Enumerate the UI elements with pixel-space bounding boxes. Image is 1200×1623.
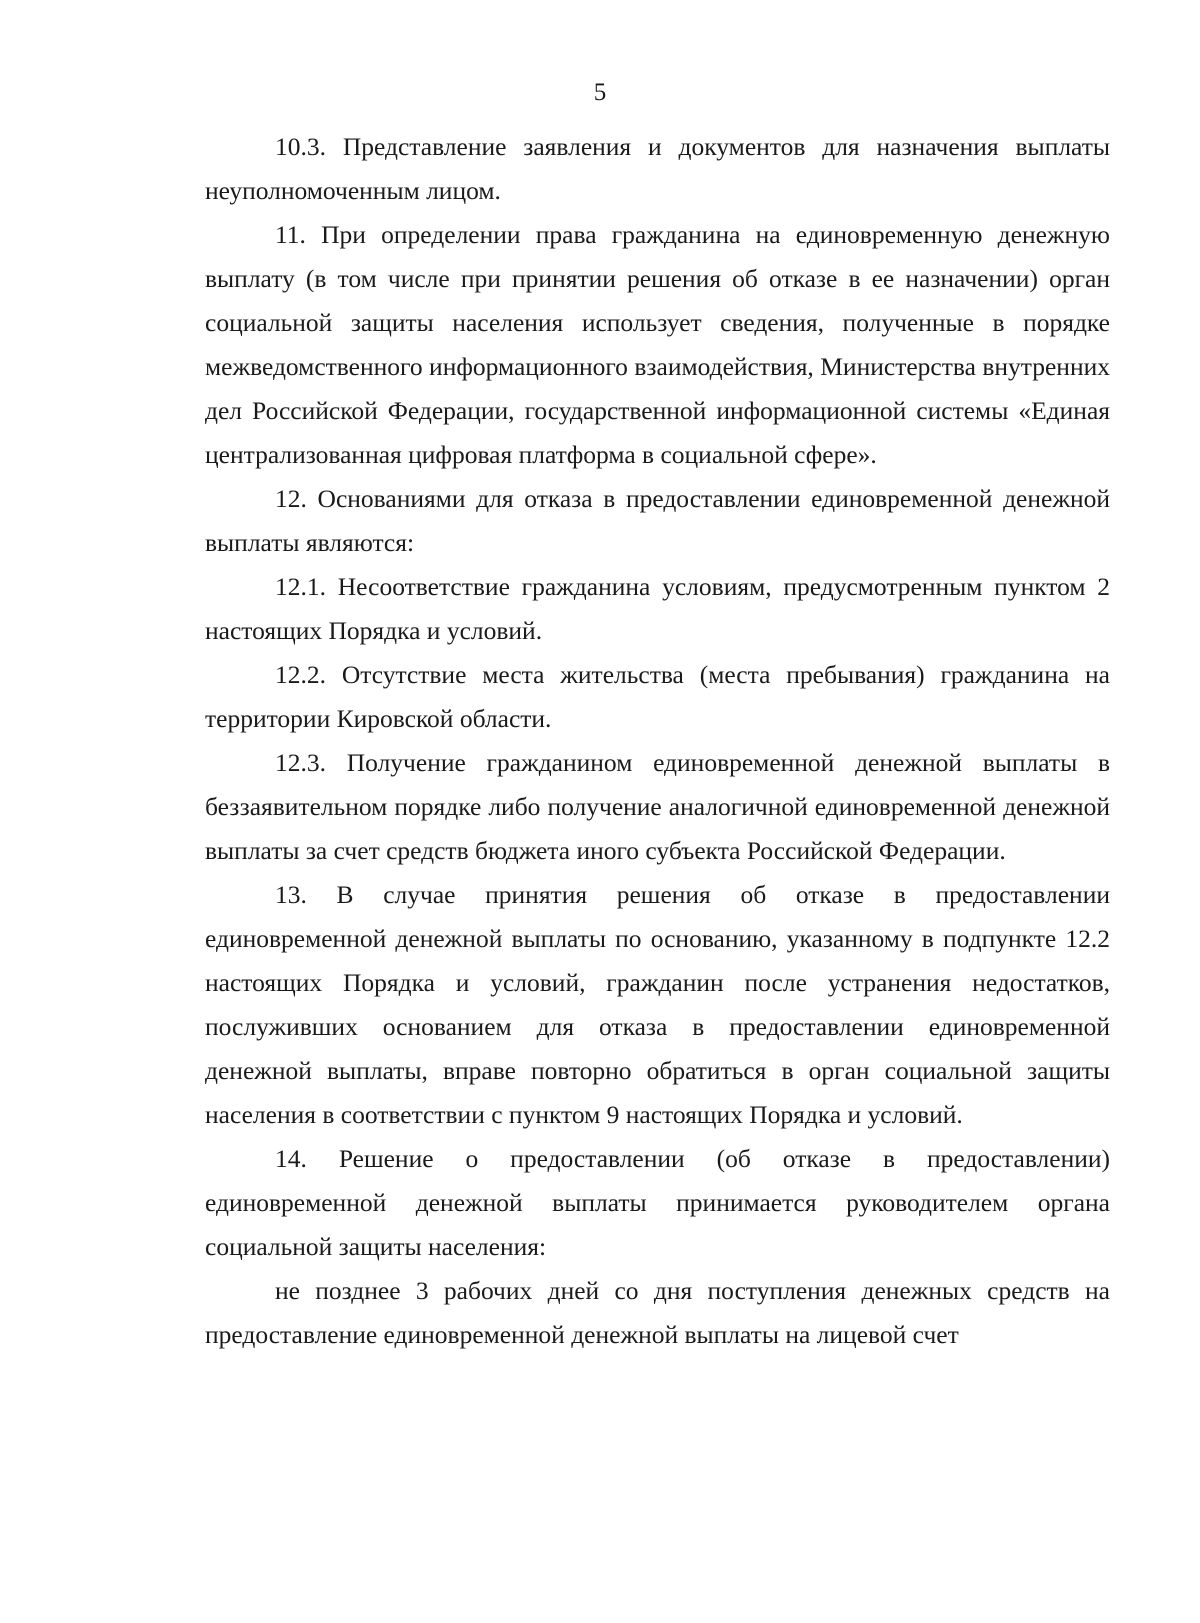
paragraph-11: 11. При определении права гражданина на единовременную денежную выплату (в том числе при принятии решения об отказе в ее назначении) орган социальной защиты населения использует сведения, полученные в порядке межведомственного информационного взаимодействия, Министерства внутренних дел Российской Федерации, государственной информационной системы «Единая централизованная цифровая платформа в социальной сфере». — [205, 220, 1110, 469]
paragraph-12: 12. Основаниями для отказа в предоставлении единовременной денежной выплаты являются: — [205, 484, 1110, 557]
paragraph-14: 14. Решение о предоставлении (об отказе в предоставлении) единовременной денежной выплаты принимается руководителем органа социальной защиты населения: — [205, 1144, 1110, 1261]
paragraph-12-3: 12.3. Получение гражданином единовременной денежной выплаты в беззаявительном порядке либо получение аналогичной единовременной денежной выплаты за счет средств бюджета иного субъекта Российской Федерации. — [205, 748, 1110, 865]
paragraph-12-2: 12.2. Отсутствие места жительства (места пребывания) гражданина на территории Кировской области. — [205, 660, 1110, 733]
paragraph-13: 13. В случае принятия решения об отказе в предоставлении единовременной денежной выплаты по основанию, указанному в подпункте 12.2 настоящих Порядка и условий, гражданин после устранения недостатков, послуживших основанием для отказа в предоставлении единовременной денежной выплаты, вправе повторно обратиться в орган социальной защиты населения в соответствии с пунктом 9 настоящих Порядка и условий. — [205, 880, 1110, 1129]
document-body — [205, 125, 1110, 1357]
paragraph-14-deadline: не позднее 3 рабочих дней со дня поступления денежных средств на предоставление единовременной денежной выплаты на лицевой счет — [205, 1276, 1110, 1349]
paragraph-10-3: 10.3. Представление заявления и документов для назначения выплаты неуполномоченным лицом. — [205, 132, 1110, 205]
page-number: 5 — [593, 79, 607, 106]
paragraph-12-1: 12.1. Несоответствие гражданина условиям, предусмотренным пунктом 2 настоящих Порядка и условий. — [205, 572, 1110, 645]
